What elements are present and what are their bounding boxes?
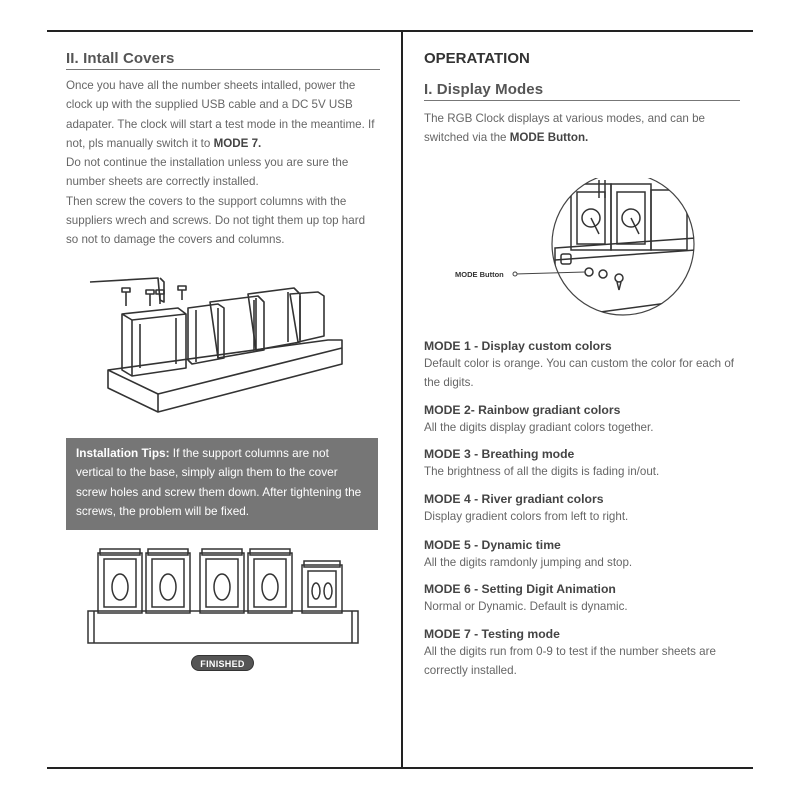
mode-button-emphasis: MODE Button. <box>509 131 589 145</box>
tips-label: Installation Tips: <box>76 446 170 460</box>
column-divider <box>401 30 403 769</box>
install-text-3: Then screw the covers to the support columns with the suppliers wrech and screws. Do not tight them up top hard so not to damage the covers and columns. <box>66 194 366 247</box>
mode-title: MODE 1 - Display custom colors <box>424 339 612 353</box>
left-column <box>66 50 380 250</box>
top-rule <box>47 30 753 32</box>
mode-description: Default color is orange. You can custom the color for each of the digits. <box>424 357 734 389</box>
mode-4 <box>424 490 740 527</box>
mode-description: Display gradient colors from left to right. <box>424 510 629 523</box>
display-modes-intro <box>424 109 740 148</box>
mode-7 <box>424 625 740 680</box>
installation-tips-box <box>66 438 378 530</box>
mode-title: MODE 2- Rainbow gradiant colors <box>424 403 621 417</box>
install-text-1: Once you have all the number sheets intalled, power the clock up with the supplied USB cable and a DC 5V USB adapater. The clock will start a test mode in the meantime. If not, pls manually switch it to <box>66 79 375 150</box>
mode-2 <box>424 401 740 438</box>
cover-install-illustration <box>88 268 353 418</box>
mode-button-label: MODE Button <box>455 270 504 279</box>
tips-text: If the support columns are not vertical to the base, simply align them to the cover screw holes and screw them down. After tightening the screws, the problem will be fixed. <box>76 446 362 518</box>
bottom-rule <box>47 767 753 769</box>
section-title-display-modes: I. Display Modes <box>424 81 740 101</box>
section-title-install-covers: II. Intall Covers <box>66 50 380 70</box>
mode-title: MODE 3 - Breathing mode <box>424 447 575 461</box>
finished-clock-illustration <box>86 547 362 645</box>
mode-description: All the digits display gradiant colors together. <box>424 421 654 434</box>
mode-description: The brightness of all the digits is fading in/out. <box>424 465 660 478</box>
mode-5 <box>424 536 740 573</box>
modes-list <box>424 337 740 697</box>
mode-6 <box>424 580 740 617</box>
mode-description: All the digits ramdonly jumping and stop. <box>424 556 633 569</box>
mode-3 <box>424 445 740 482</box>
install-paragraph <box>66 76 380 250</box>
mode-title: MODE 7 - Testing mode <box>424 627 560 641</box>
operation-title: OPERATATION <box>424 50 530 67</box>
mode-title: MODE 4 - River gradiant colors <box>424 492 604 506</box>
mode7-emphasis: MODE 7. <box>213 136 262 150</box>
intro-text: The RGB Clock displays at various modes, and can be switched via the <box>424 112 705 145</box>
install-text-2: Do not continue the installation unless you are sure the number sheets are correctly installed. <box>66 156 349 189</box>
mode-1 <box>424 337 740 392</box>
mode-title: MODE 6 - Setting Digit Animation <box>424 582 616 596</box>
right-column <box>424 50 740 148</box>
finished-badge: FINISHED <box>191 655 254 671</box>
mode-title: MODE 5 - Dynamic time <box>424 538 561 552</box>
mode-button-illustration <box>505 178 705 318</box>
mode-description: All the digits run from 0-9 to test if the number sheets are correctly installed. <box>424 645 716 677</box>
mode-description: Normal or Dynamic. Default is dynamic. <box>424 600 628 613</box>
